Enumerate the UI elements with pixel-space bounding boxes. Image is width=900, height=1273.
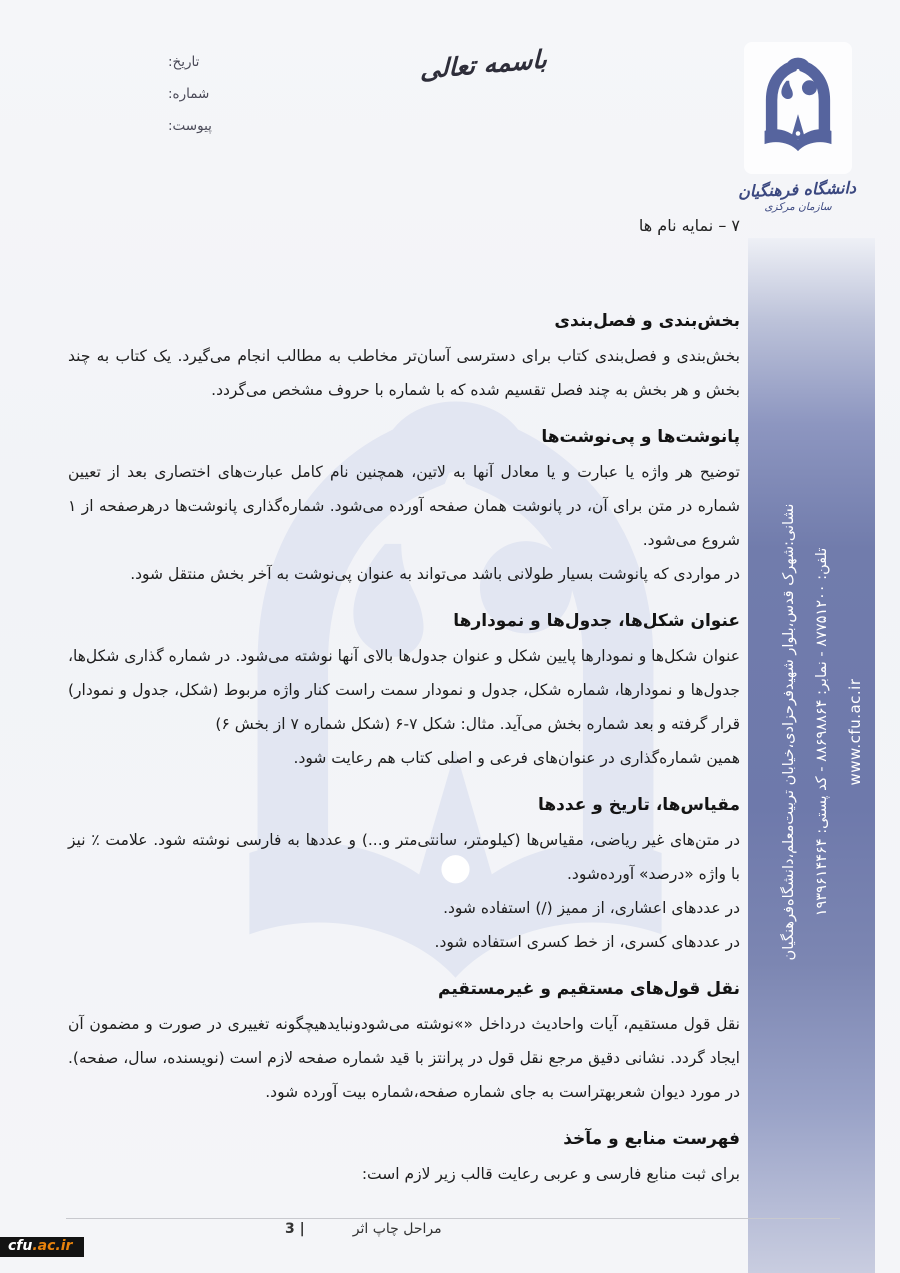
section-paragraph: عنوان شکل‌ها و نمودارها پایین شکل و عنوان جدول‌ها بالای آنها نوشته می‌شود. در شماره گذاری شکل‌ها، جدول‌ها و نمودارها، شماره شکل، جدول و نمودار سمت راست کنار واژه مربوط (شکل، جدول و نمودار) قرار گرفته و بعد شماره بخش می‌آید. مثال: شکل ۷-۶ (شکل شماره ۷ از بخش ۶) (68, 647, 740, 733)
organization-name: سازمان مرکزی (764, 201, 832, 213)
university-name: دانشگاه فرهنگیان (737, 177, 857, 202)
section-structure (68, 304, 740, 407)
section-paragraph: توضیح هر واژه یا عبارت و یا معادل آنها به لاتین، همچنین نام کامل عبارت‌های اختصاری بعد از تعیین شماره در متن برای آن، در پانوشت همان صفحه آورده می‌شود. شماره‌گذاری پانوشت‌ها درهرصفحه از ۱ شروع می‌شود. (68, 463, 740, 549)
section-heading: عنوان شکل‌ها، جدول‌ها و نمودارها (453, 611, 740, 631)
basmala-calligraphy: باسمه تعالی (419, 44, 548, 85)
section-heading: نقل قول‌های مستقیم و غیرمستقیم (438, 979, 740, 999)
section-scales-numbers (68, 788, 740, 959)
section-paragraph: در متن‌های غیر ریاضی، مقیاس‌ها (کیلومتر، سانتی‌متر و...) و عددها به فارسی نوشته شود. علامت ٪ نیز با واژه «درصد» آورده‌شود. (68, 831, 740, 883)
phone-fax-postal-line: تلفن: ۸۷۷۵۱۲۰۰ - نمابر: ۸۸۶۹۸۸۶۴ - کد پستی: ۱۹۳۹۶۱۴۴۶۴ (814, 547, 830, 917)
cfu-badge-text: cfu (8, 1238, 33, 1254)
page-heading: ۷ – نمایه نام ها (638, 216, 740, 235)
section-paragraph: نقل قول مستقیم، آیات واحادیث درداخل «»نوشته می‌شودونبایدهیچگونه تغییری در صورت و مضمون آن ایجاد گردد. نشانی دقیق مرجع نقل قول در پرانتز با قید شماره صفحه لازم است (نویسنده، سال، صفحه). در مورد دیوان شعربهتراست به جای شماره صفحه،شماره بیت آورده شود. (68, 1015, 740, 1101)
section-heading: پانوشت‌ها و پی‌نوشت‌ها (541, 427, 740, 447)
section-paragraph: در عددهای کسری، از خط کسری استفاده شود. (434, 933, 740, 951)
cfu-watermark-badge (0, 1237, 84, 1257)
number-label: شماره: (168, 86, 210, 102)
section-paragraph: برای ثبت منابع فارسی و عربی رعایت قالب زیر لازم است: (361, 1165, 740, 1183)
document-body (68, 304, 740, 1191)
cfu-badge-domain: .ac.ir (32, 1238, 73, 1254)
section-heading: بخش‌بندی و فصل‌بندی (554, 311, 740, 331)
sidebar-contact-text (773, 432, 873, 1032)
section-heading: فهرست منابع و مآخذ (563, 1129, 740, 1149)
section-references (68, 1122, 740, 1191)
logo-box (744, 42, 852, 174)
address-line: نشانی:شهرک قدس،بلوار شهیدفرحزادی،خیابان تربیت‌معلم،دانشگاه‌فرهنگیان (781, 503, 797, 961)
section-paragraph: بخش‌بندی و فصل‌بندی کتاب برای دسترسی آسان‌تر مخاطب به مطالب انجام می‌گیرد. یک کتاب به چند بخش و هر بخش به چند فصل تقسیم شده که با شماره با حروف مشخص می‌گردد. (68, 347, 740, 399)
date-label: تاریخ: (168, 54, 200, 70)
section-paragraph: همین شماره‌گذاری در عنوان‌های فرعی و اصلی کتاب هم رعایت شود. (293, 749, 740, 767)
section-paragraph: در مواردی که پانوشت بسیار طولانی باشد می‌تواند به عنوان پی‌نوشت به آخر بخش منتقل شود. (130, 565, 740, 583)
website-line: www.cfu.ac.ir (846, 678, 864, 786)
university-logo-block (737, 42, 857, 213)
section-heading: مقیاس‌ها، تاریخ و عددها (537, 795, 740, 815)
page-number: 3 | (285, 1221, 305, 1237)
section-figure-titles (68, 604, 740, 775)
letterhead-fields (168, 46, 268, 142)
section-footnotes (68, 420, 740, 591)
footer-doc-title: مراحل چاپ اثر (352, 1221, 442, 1237)
footer-divider (66, 1218, 840, 1219)
university-emblem-icon (754, 56, 842, 160)
section-quotations (68, 972, 740, 1109)
attachment-label: پیوست: (168, 118, 212, 134)
footer (285, 1221, 442, 1237)
section-paragraph: در عددهای اعشاری، از ممیز (/) استفاده شود. (443, 899, 740, 917)
